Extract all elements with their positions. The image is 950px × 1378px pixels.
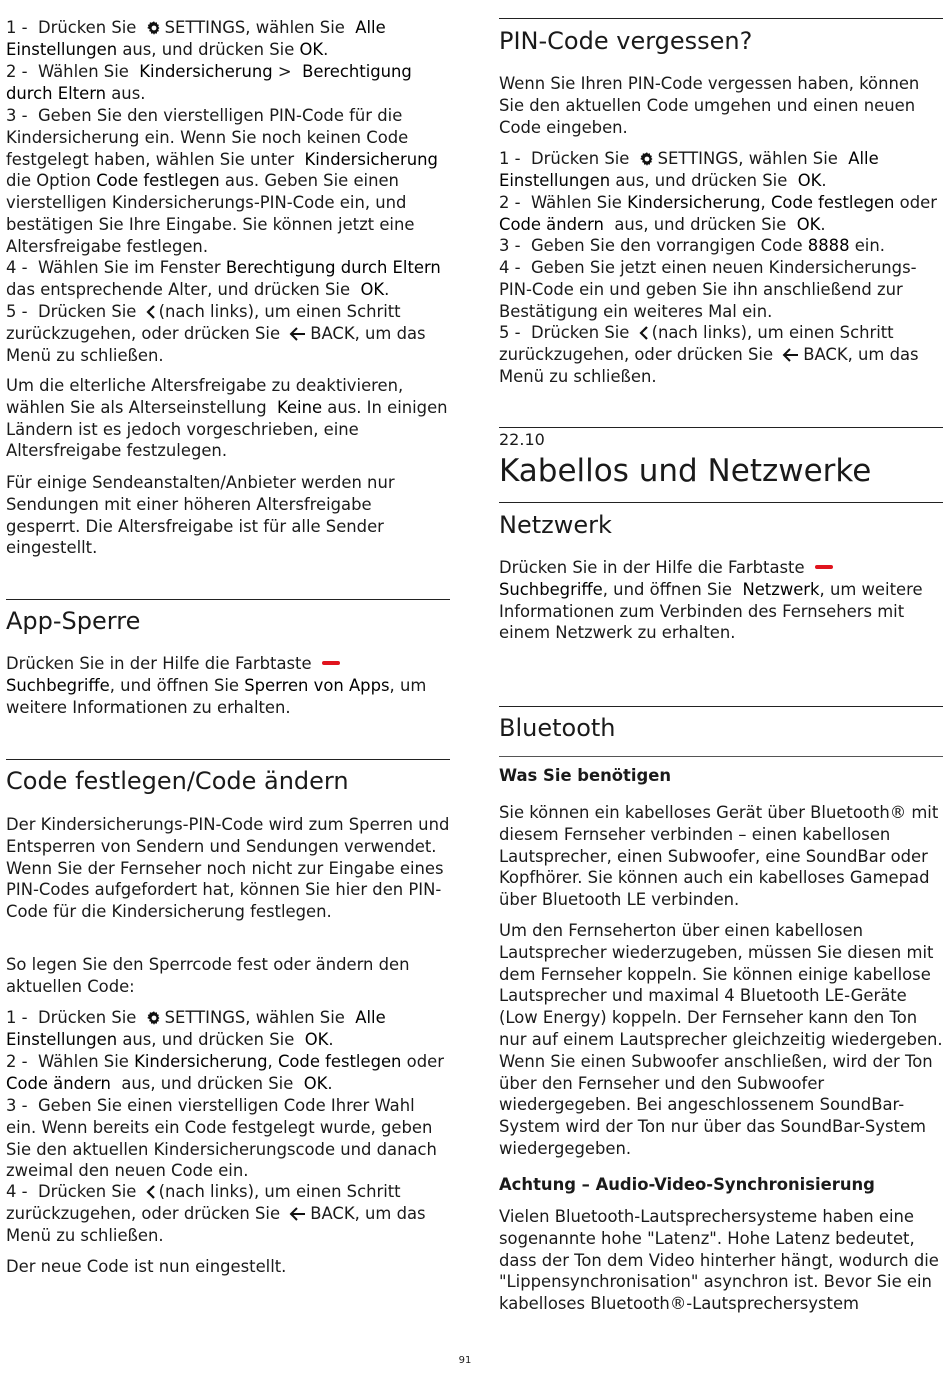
step-text: SETTINGS, wählen Sie [164,1008,345,1027]
menu-path: Code festlegen [96,171,220,191]
step-text: Wählen Sie im Fenster [37,258,221,277]
step-text: die Option [6,171,91,191]
step-text: (nach links), um einen Schritt zurückzugehen, oder drücken Sie [6,1182,401,1223]
step-number: 1 - [6,18,28,37]
pin-step-5 [499,322,943,387]
body-text: Um die elterliche Altersfreigabe zu deaktivieren, wählen Sie als Alterseinstellung [6,376,404,417]
step-number: 3 - [6,1096,28,1115]
step-number: 1 - [499,149,521,168]
punct: , [760,193,766,212]
step-number: 3 - [499,236,521,255]
step-text: BACK, um das Menü zu schließen. [6,1203,426,1245]
step-number: 2 - [6,1052,28,1071]
body-text: Drücken Sie in der Hilfe die Farbtaste [6,654,312,673]
step-number: 3 - [6,106,28,125]
key-name: OK [303,1073,328,1093]
page-number: 91 [458,1355,472,1366]
step-text: Drücken Sie [37,1008,137,1027]
step-text: ein. [854,236,885,255]
chevron-left-icon [639,325,649,341]
section-divider [499,502,943,503]
pin-step-1 [499,148,943,192]
section-number: 22.10 [499,430,545,449]
menu-path: Code festlegen [770,193,895,212]
heading-bluetooth: Bluetooth [499,714,616,742]
search-term: Netzwerk [742,579,820,599]
step-text: oder [406,1052,444,1071]
key-name: OK [299,39,324,59]
pin-step-2 [499,192,943,236]
menu-path: Kindersicherung [304,149,438,169]
search-term: Suchbegriffe [6,675,110,695]
step-number: 5 - [6,302,28,321]
step-text: oder [899,193,937,212]
code-step-2 [6,1051,450,1095]
para-app-lock [6,653,450,718]
punct: . [821,170,827,190]
para-code-how: So legen Sie den Sperrcode fest oder ändern den aktuellen Code: [6,955,410,996]
arrow-left-icon [782,347,800,363]
step-text: aus, und drücken Sie [122,39,295,59]
step-text: Drücken Sie [37,18,137,37]
section-divider [499,18,943,19]
body-text: , und öffnen Sie [109,675,240,695]
master-code: 8888 [807,236,850,255]
step-text: aus, und drücken Sie [121,1073,294,1093]
pin-step-3 [499,235,943,257]
subsection-divider [499,756,943,757]
step-number: 5 - [499,323,521,342]
gear-icon [639,151,655,167]
step-text: Geben Sie den vorrangigen Code [530,236,803,255]
body-text: Drücken Sie in der Hilfe die Farbtaste [499,558,805,577]
step-4 [6,257,450,301]
step-2 [6,61,450,105]
menu-separator: > [277,62,292,81]
gear-icon [146,1010,162,1026]
menu-path: Alle Einstellungen [6,1008,386,1049]
code-step-4 [6,1181,450,1246]
menu-path: Alle Einstellungen [499,149,879,190]
heading-app-lock: App-Sperre [6,607,141,635]
step-text: aus, und drücken Sie [615,170,788,190]
step-text: aus. Geben Sie einen vierstelligen Kindersicherungs-PIN-Code ein, und bestätigen Sie Ihre Eingabe. Sie können jetzt eine Altersfreigabe festlegen. [6,171,415,256]
punct: , [267,1052,273,1071]
gear-icon [146,20,162,36]
para-network [499,557,943,644]
menu-path: Kindersicherung [134,1052,268,1071]
step-text: (nach links), um einen Schritt zurückzugehen, oder drücken Sie [6,302,401,343]
body-text: , um weitere Informationen zu erhalten. [6,675,427,717]
step-text: Geben Sie den vierstelligen PIN-Code für die Kindersicherung ein. Wenn Sie noch keinen Code festgelegt haben, wählen Sie unter [6,106,409,169]
para-code-intro: Der Kindersicherungs-PIN-Code wird zum Sperren und Entsperren von Sendern und Sendungen verwendet. Wenn Sie der Fernseher noch nicht zur Eingabe eines PIN-Codes aufgefordert hat, können Sie hier den PIN-Code für die Kindersicherung festlegen. [6,815,450,922]
section-divider [6,599,450,600]
para-bluetooth-3: Vielen Bluetooth-Lautsprechersysteme haben eine sogenannte hohe "Latenz". Hohe Latenz bedeutet, dass der Ton dem Video hinterher hängt, wodurch die "Lippensynchronisation" asynchron ist. Bevor Sie ein kabelloses Bluetooth®-Lautsprechersystem [499,1207,939,1314]
key-name: OK [796,214,821,234]
para-code-done: Der neue Code ist nun eingestellt. [6,1257,287,1276]
key-name: OK [304,1029,329,1049]
menu-path: Alle Einstellungen [6,18,386,59]
menu-path: Berechtigung durch Eltern [225,258,441,277]
step-text: BACK, um das Menü zu schließen. [499,344,919,386]
step-text: Drücken Sie [530,323,630,342]
step-text: Geben Sie jetzt einen neuen Kindersicherungs-PIN-Code ein und geben Sie ihn anschließend zur Bestätigung ein weiteres Mal ein. [499,258,917,321]
punct: . [323,39,329,59]
step-text: Drücken Sie [37,302,137,321]
code-step-1 [6,1007,450,1051]
step-text: (nach links), um einen Schritt zurückzugehen, oder drücken Sie [499,323,894,364]
key-name: OK [797,170,822,190]
arrow-left-icon [289,1206,307,1222]
menu-path: Berechtigung durch Eltern [6,62,412,103]
step-number: 4 - [6,258,28,277]
para-pin-forgot: Wenn Sie Ihren PIN-Code vergessen haben, können Sie den aktuellen Code umgehen und einen neuen Code eingeben. [499,74,920,137]
menu-path: Keine [277,397,323,417]
punct: . [384,279,390,299]
code-step-3 [6,1095,450,1182]
key-name: OK [360,279,385,299]
step-text: Drücken Sie [530,149,630,168]
subheading-av-sync: Achtung – Audio-Video-Synchronisierung [499,1175,875,1194]
step-3 [6,105,450,258]
menu-path: Code ändern [6,1073,111,1093]
punct: . [820,214,826,234]
arrow-left-icon [289,326,307,342]
heading-code-set: Code festlegen/Code ändern [6,767,349,795]
step-number: 4 - [499,258,521,277]
section-title: Kabellos und Netzwerke [499,453,872,489]
menu-path: Kindersicherung [139,62,273,81]
step-text: Drücken Sie [37,1182,137,1201]
chevron-left-icon [146,304,156,320]
search-term: Sperren von Apps [244,675,390,695]
body-text: , um weitere Informationen zum Verbinden des Fernsehers mit einem Netzwerk zu erhalten. [499,579,923,643]
menu-path: Code festlegen [277,1052,402,1071]
step-1 [6,17,450,61]
heading-network: Netzwerk [499,511,612,539]
step-text: BACK, um das Menü zu schließen. [6,323,426,365]
heading-pin-forgot: PIN-Code vergessen? [499,27,753,55]
section-divider [6,759,450,760]
para-bluetooth-2: Um den Fernseherton über einen kabellosen Lautsprecher wiederzugeben, müssen Sie diesen mit dem Fernseher koppeln. Sie können einige kabellose Lautsprecher und maximal 4 Bluetooth LE-Geräte (Low Energy) koppeln. Der Fernseher kann den Ton nur auf einem Lautsprecher gleichzeitig wiedergeben. Wenn Sie einen Subwoofer anschließen, wird der Ton über den Fernseher und den Subwoofer wiedergegeben. Bei angeschlossenem SoundBar-System wird der Ton nur über das SoundBar-System wiedergegeben. [499,921,943,1158]
red-color-key-icon [322,661,340,665]
punct: . [327,1073,333,1093]
chevron-left-icon [146,1184,156,1200]
body-text: , und öffnen Sie [602,579,733,599]
step-number: 1 - [6,1008,28,1027]
step-text: aus, und drücken Sie [122,1029,295,1049]
step-text: SETTINGS, wählen Sie [164,18,345,37]
menu-path: Kindersicherung [627,193,761,212]
para-broadcasters: Für einige Sendeanstalten/Anbieter werden nur Sendungen mit einer höheren Altersfreigabe gesperrt. Die Altersfreigabe ist für alle Sender eingestellt. [6,473,395,558]
body-text: aus. In einigen Ländern ist es jedoch vorgeschrieben, eine Altersfreigabe festzulegen. [6,397,448,461]
step-text: Geben Sie einen vierstelligen Code Ihrer Wahl ein. Wenn bereits ein Code festgelegt wurde, geben Sie den aktuellen Kindersicherungscode und danach zweimal den neuen Code ein. [6,1096,437,1181]
step-text: Wählen Sie [37,1052,129,1071]
section-divider [499,706,943,707]
para-deactivate [6,375,450,462]
pin-step-4 [499,257,943,322]
search-term: Suchbegriffe [499,579,603,599]
section-divider [499,427,943,428]
step-number: 4 - [6,1182,28,1201]
menu-path: Code ändern [499,214,604,234]
step-text: aus, und drücken Sie [614,214,787,234]
step-text: Wählen Sie [37,62,129,81]
step-number: 2 - [499,193,521,212]
step-text: SETTINGS, wählen Sie [657,149,838,168]
step-number: 2 - [6,62,28,81]
para-bluetooth-1: Sie können ein kabelloses Gerät über Bluetooth® mit diesem Fernseher verbinden – einen kabellosen Lautsprecher, einen Subwoofer, eine SoundBar oder Kopfhörer. Sie können auch ein kabelloses Gamepad über Bluetooth LE verbinden. [499,803,939,910]
step-5 [6,301,450,366]
step-text: das entsprechende Alter, und drücken Sie [6,279,351,299]
step-text: Wählen Sie [530,193,622,212]
subheading-requirements: Was Sie benötigen [499,766,672,785]
punct: . [328,1029,334,1049]
red-color-key-icon [815,565,833,569]
step-text: aus. [111,83,146,103]
